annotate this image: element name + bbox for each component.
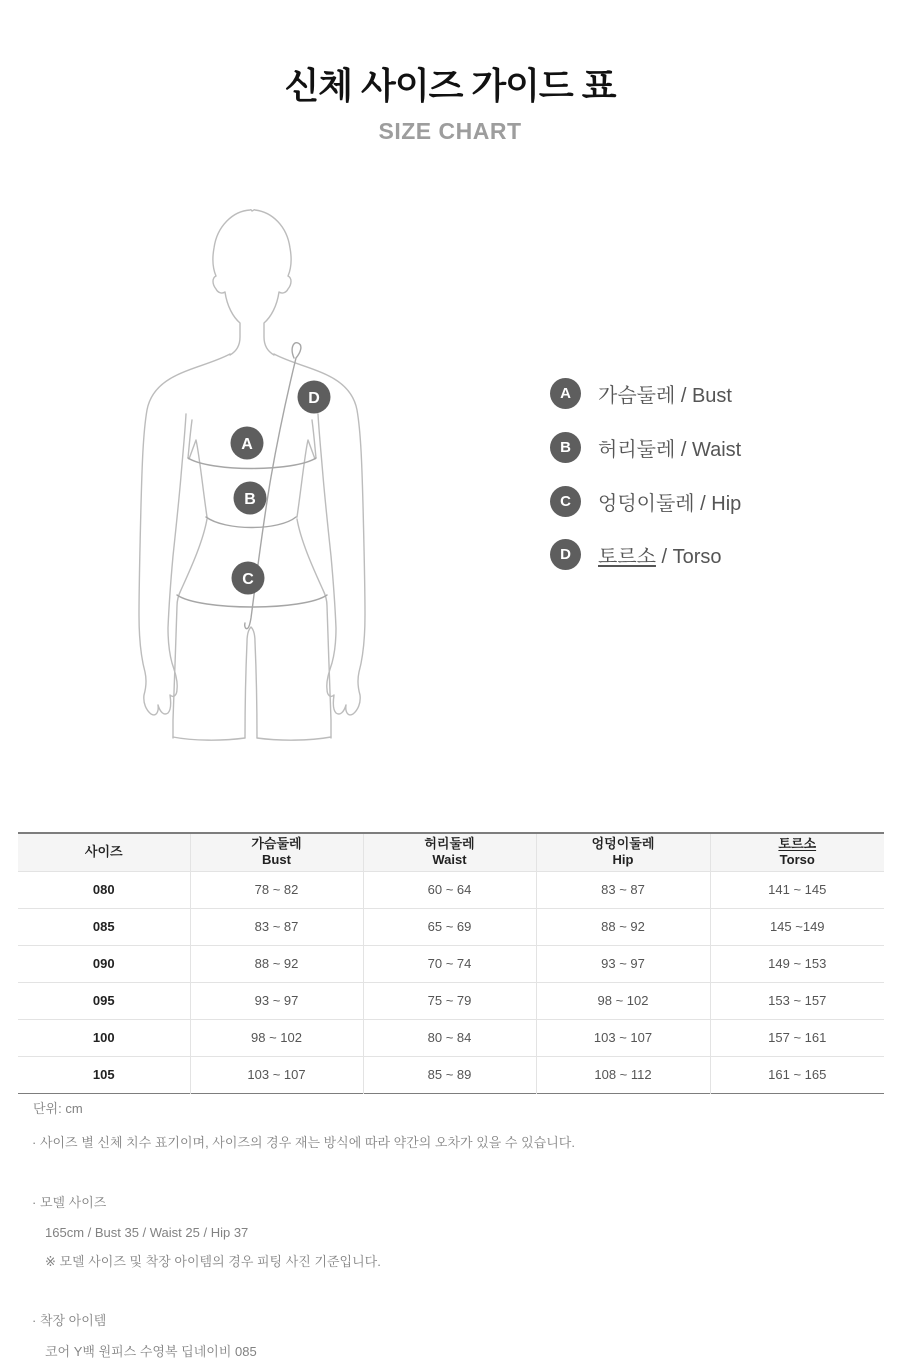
legend-marker-a: A — [550, 378, 581, 409]
outfit-item-value: 코어 Y백 원피스 수영복 딥네이비 085 — [45, 1344, 257, 1359]
col-header-torso: 토르소 Torso — [710, 833, 884, 871]
bust-measure-line — [188, 458, 316, 469]
outfit-item-heading: · 착장 아이템 — [32, 1313, 107, 1328]
waist-measure-line — [206, 517, 296, 528]
legend-marker-c: C — [550, 486, 581, 517]
page-subtitle: SIZE CHART — [378, 118, 522, 144]
page-title: 신체 사이즈 가이드 표 — [284, 65, 616, 106]
legend-label-hip: 엉덩이둘레 / Hip — [598, 492, 742, 515]
legend-item-torso — [550, 538, 722, 570]
legend-item-bust — [550, 377, 732, 409]
col-header-hip: 엉덩이둘레 Hip — [536, 833, 710, 871]
marker-d-label: D — [308, 390, 320, 407]
table-header-row — [18, 833, 884, 871]
legend-label-waist: 허리둘레 / Waist — [598, 438, 742, 461]
table-row: 100 98 ~ 102 80 ~ 84 103 ~ 107 157 ~ 161 — [18, 1019, 884, 1056]
model-fitting-note: ※ 모델 사이즈 및 착장 아이템의 경우 피팅 사진 기준입니다. — [45, 1254, 381, 1269]
model-size-value: 165cm / Bust 35 / Waist 25 / Hip 37 — [45, 1225, 249, 1240]
col-header-waist: 허리둘레 Waist — [363, 833, 536, 871]
body-figure-illustration — [130, 195, 410, 755]
legend-item-waist — [550, 431, 741, 463]
legend-item-hip — [550, 485, 741, 517]
table-row: 095 93 ~ 97 75 ~ 79 98 ~ 102 153 ~ 157 — [18, 982, 884, 1019]
model-size-heading: · 모델 사이즈 — [32, 1195, 107, 1210]
body-measurement-diagram — [130, 195, 410, 755]
legend-marker-d: D — [550, 539, 581, 570]
unit-note: 단위: cm — [33, 1101, 83, 1116]
col-header-bust: 가슴둘레 Bust — [190, 833, 363, 871]
legend-marker-b: B — [550, 432, 581, 463]
size-chart-table — [18, 832, 884, 1094]
legend-label-bust: 가슴둘레 / Bust — [598, 384, 732, 407]
table-row: 080 78 ~ 82 60 ~ 64 83 ~ 87 141 ~ 145 — [18, 871, 884, 908]
table-row: 105 103 ~ 107 85 ~ 89 108 ~ 112 161 ~ 165 — [18, 1056, 884, 1093]
marker-a-label: A — [241, 436, 253, 453]
marker-c-label: C — [242, 571, 254, 588]
size-tolerance-note: · 사이즈 별 신체 치수 표기이며, 사이즈의 경우 재는 방식에 따라 약간의 오차가 있을 수 있습니다. — [32, 1135, 575, 1150]
table-row: 090 88 ~ 92 70 ~ 74 93 ~ 97 149 ~ 153 — [18, 945, 884, 982]
legend-label-torso: 토르소 / Torso — [598, 545, 722, 568]
marker-b-label: B — [244, 491, 256, 508]
col-header-size: 사이즈 — [18, 833, 190, 871]
table-row: 085 83 ~ 87 65 ~ 69 88 ~ 92 145 ~149 — [18, 908, 884, 945]
